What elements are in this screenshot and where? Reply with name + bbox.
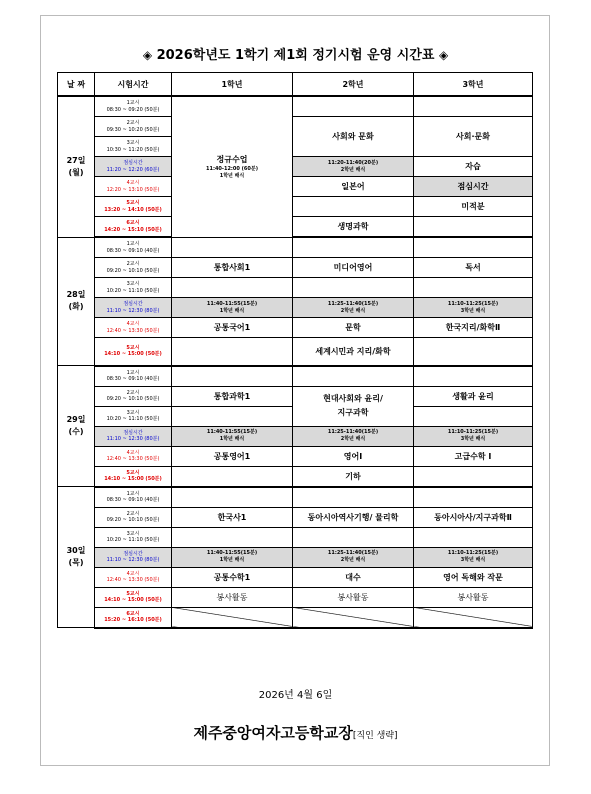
grade3-exam: 영어 독해와 작문 xyxy=(414,567,533,587)
grade3-lunch: 점심시간 xyxy=(414,177,533,197)
period-cell: 5교시 14:10 ~ 15:00 (50분) xyxy=(95,466,172,487)
grade2-exam xyxy=(293,237,414,258)
grade3-exam xyxy=(414,487,533,508)
grade2-exam: 미디어영어 xyxy=(293,258,414,278)
grade3-exam: 생활과 윤리 xyxy=(414,386,533,406)
grade1-exam xyxy=(172,338,293,366)
grade2-exam: 생명과학 xyxy=(293,217,414,238)
grade3-exam: 독서 xyxy=(414,258,533,278)
title-marker-right: ◈ xyxy=(438,48,449,62)
table-row xyxy=(58,446,533,466)
grade3-exam xyxy=(414,366,533,387)
table-row xyxy=(58,298,533,318)
grade2-exam xyxy=(293,366,414,387)
grade2-lunch: 11:25-11:40(15분) 2학년 배식 xyxy=(293,298,414,318)
date-cell: 28일 (화) xyxy=(58,237,95,366)
grade1-volunteer: 봉사활동 xyxy=(172,587,293,607)
grade3-exam: 고급수학 Ⅰ xyxy=(414,446,533,466)
table-row xyxy=(58,258,533,278)
grade3-exam: 동아시아사/지구과학Ⅱ xyxy=(414,507,533,527)
header-time: 시험시간 xyxy=(95,73,172,97)
header-grade2: 2학년 xyxy=(293,73,414,97)
grade3-empty-slash xyxy=(414,607,533,628)
grade1-lunch: 11:40-11:55(15분) 1학년 배식 xyxy=(172,547,293,567)
date-cell: 27일 (월) xyxy=(58,96,95,237)
period-cell: 3교시 10:30 ~ 11:20 (50분) xyxy=(95,137,172,157)
table-row xyxy=(58,567,533,587)
table-row xyxy=(58,466,533,487)
table-row xyxy=(58,237,533,258)
grade1-exam xyxy=(172,366,293,387)
period-cell: 1교시 08:30 ~ 09:10 (40분) xyxy=(95,366,172,387)
table-row xyxy=(58,117,533,137)
table-row xyxy=(58,318,533,338)
grade1-exam: 공통수학1 xyxy=(172,567,293,587)
period-cell: 1교시 08:30 ~ 09:20 (50분) xyxy=(95,96,172,117)
header-grade1: 1학년 xyxy=(172,73,293,97)
grade2-exam: 사회와 문화 xyxy=(293,117,414,157)
title-marker-left: ◈ xyxy=(142,48,153,62)
grade2-exam: 현대사회와 윤리/ 지구과학 xyxy=(293,386,414,426)
period-cell: 4교시 12:40 ~ 13:30 (50분) xyxy=(95,567,172,587)
grade2-exam xyxy=(293,527,414,547)
signature-block xyxy=(0,722,591,743)
grade3-exam xyxy=(414,527,533,547)
period-cell: 6교시 15:20 ~ 16:10 (50분) xyxy=(95,607,172,628)
table-row xyxy=(58,278,533,298)
table-row xyxy=(58,547,533,567)
grade1-lunch: 11:40-11:55(15분) 1학년 배식 xyxy=(172,426,293,446)
table-row xyxy=(58,338,533,366)
grade2-exam xyxy=(293,278,414,298)
grade2-exam: 세계시민과 지리/화학 xyxy=(293,338,414,366)
period-cell: 1교시 08:30 ~ 09:10 (40분) xyxy=(95,487,172,508)
school-principal-name: 제주중앙여자고등학교장 xyxy=(193,724,353,742)
title-text: 2026학년도 1학기 제1회 정기시험 운영 시간표 xyxy=(156,48,435,63)
header-date: 날 짜 xyxy=(58,73,95,97)
grade1-exam xyxy=(172,527,293,547)
date-cell: 30일 (목) xyxy=(58,487,95,628)
table-row xyxy=(58,527,533,547)
grade3-exam: 미적분 xyxy=(414,197,533,217)
period-cell: 1교시 08:30 ~ 09:10 (40분) xyxy=(95,237,172,258)
grade1-exam: 한국사1 xyxy=(172,507,293,527)
grade1-regular-class: 정규수업 11:40-12:00 (60분) 1학년 배식 xyxy=(172,96,293,237)
table-row xyxy=(58,177,533,197)
table-row xyxy=(58,607,533,628)
grade3-exam xyxy=(414,96,533,117)
grade3-exam xyxy=(414,338,533,366)
grade3-lunch: 11:10-11:25(15분) 3학년 배식 xyxy=(414,426,533,446)
grade1-exam: 통합과학1 xyxy=(172,386,293,406)
grade2-exam xyxy=(293,487,414,508)
grade1-exam xyxy=(172,466,293,487)
table-row xyxy=(58,587,533,607)
grade2-empty-slash xyxy=(293,607,414,628)
grade2-exam xyxy=(293,96,414,117)
grade1-exam xyxy=(172,406,293,426)
period-cell: 4교시 12:40 ~ 13:30 (50분) xyxy=(95,318,172,338)
grade2-lunch: 11:25-11:40(15분) 2학년 배식 xyxy=(293,426,414,446)
grade2-exam: 문학 xyxy=(293,318,414,338)
table-row xyxy=(58,507,533,527)
grade1-empty-slash xyxy=(172,607,293,628)
seal-omitted-note: [직인 생략] xyxy=(352,731,398,741)
period-cell: 5교시 14:10 ~ 15:00 (50분) xyxy=(95,338,172,366)
grade1-lunch: 11:40-11:55(15분) 1학년 배식 xyxy=(172,298,293,318)
period-cell: 2교시 09:20 ~ 10:10 (50분) xyxy=(95,386,172,406)
grade1-exam xyxy=(172,487,293,508)
period-cell: 3교시 10:20 ~ 11:10 (50분) xyxy=(95,527,172,547)
period-cell: 2교시 09:20 ~ 10:10 (50분) xyxy=(95,507,172,527)
table-row xyxy=(58,96,533,117)
period-cell: 3교시 10:20 ~ 11:10 (50분) xyxy=(95,278,172,298)
table-row xyxy=(58,366,533,387)
grade3-exam xyxy=(414,217,533,238)
period-cell: 4교시 12:20 ~ 13:10 (50분) xyxy=(95,177,172,197)
header-grade3: 3학년 xyxy=(414,73,533,97)
period-cell: 2교시 09:30 ~ 10:20 (50분) xyxy=(95,117,172,137)
lunch-period-cell: 점심시간 11:20 ~ 12:20 (60분) xyxy=(95,157,172,177)
grade2-exam: 대수 xyxy=(293,567,414,587)
grade3-study: 자습 xyxy=(414,157,533,177)
lunch-period-cell: 점심시간 11:10 ~ 12:30 (80분) xyxy=(95,298,172,318)
grade1-exam: 통합사회1 xyxy=(172,258,293,278)
issue-date: 2026년 4월 6일 xyxy=(258,690,333,701)
grade3-exam xyxy=(414,406,533,426)
grade2-volunteer: 봉사활동 xyxy=(293,587,414,607)
exam-schedule-table xyxy=(57,72,533,629)
grade3-exam xyxy=(414,278,533,298)
grade3-lunch: 11:10-11:25(15분) 3학년 배식 xyxy=(414,547,533,567)
grade3-exam: 사회·문화 xyxy=(414,117,533,157)
grade2-lunch: 11:25-11:40(15분) 2학년 배식 xyxy=(293,547,414,567)
period-cell: 3교시 10:20 ~ 11:10 (50분) xyxy=(95,406,172,426)
page-title xyxy=(0,44,591,63)
grade3-exam xyxy=(414,237,533,258)
grade2-exam: 영어Ⅰ xyxy=(293,446,414,466)
period-cell: 4교시 12:40 ~ 13:30 (50분) xyxy=(95,446,172,466)
table-row xyxy=(58,487,533,508)
grade2-exam: 일본어 xyxy=(293,177,414,197)
period-cell: 5교시 14:10 ~ 15:00 (50분) xyxy=(95,587,172,607)
grade2-exam: 동아시아역사기행/ 물리학 xyxy=(293,507,414,527)
grade3-exam: 한국지리/화학Ⅱ xyxy=(414,318,533,338)
table-row xyxy=(58,426,533,446)
lunch-period-cell: 점심시간 11:10 ~ 12:30 (80분) xyxy=(95,426,172,446)
period-cell: 5교시 13:20 ~ 14:10 (50분) xyxy=(95,197,172,217)
grade2-exam xyxy=(293,197,414,217)
period-cell: 6교시 14:20 ~ 15:10 (50분) xyxy=(95,217,172,238)
grade2-lunch: 11:20-11:40(20분) 2학년 배식 xyxy=(293,157,414,177)
table-row xyxy=(58,217,533,238)
grade2-exam: 기하 xyxy=(293,466,414,487)
grade3-lunch: 11:10-11:25(15분) 3학년 배식 xyxy=(414,298,533,318)
lunch-period-cell: 점심시간 11:10 ~ 12:30 (80분) xyxy=(95,547,172,567)
date-cell: 29일 (수) xyxy=(58,366,95,487)
table-row xyxy=(58,157,533,177)
grade1-exam xyxy=(172,237,293,258)
table-row xyxy=(58,386,533,406)
grade3-volunteer: 봉사활동 xyxy=(414,587,533,607)
grade1-exam: 공통영어1 xyxy=(172,446,293,466)
table-row xyxy=(58,197,533,217)
grade1-exam: 공통국어1 xyxy=(172,318,293,338)
grade1-exam xyxy=(172,278,293,298)
grade3-exam xyxy=(414,466,533,487)
period-cell: 2교시 09:20 ~ 10:10 (50분) xyxy=(95,258,172,278)
